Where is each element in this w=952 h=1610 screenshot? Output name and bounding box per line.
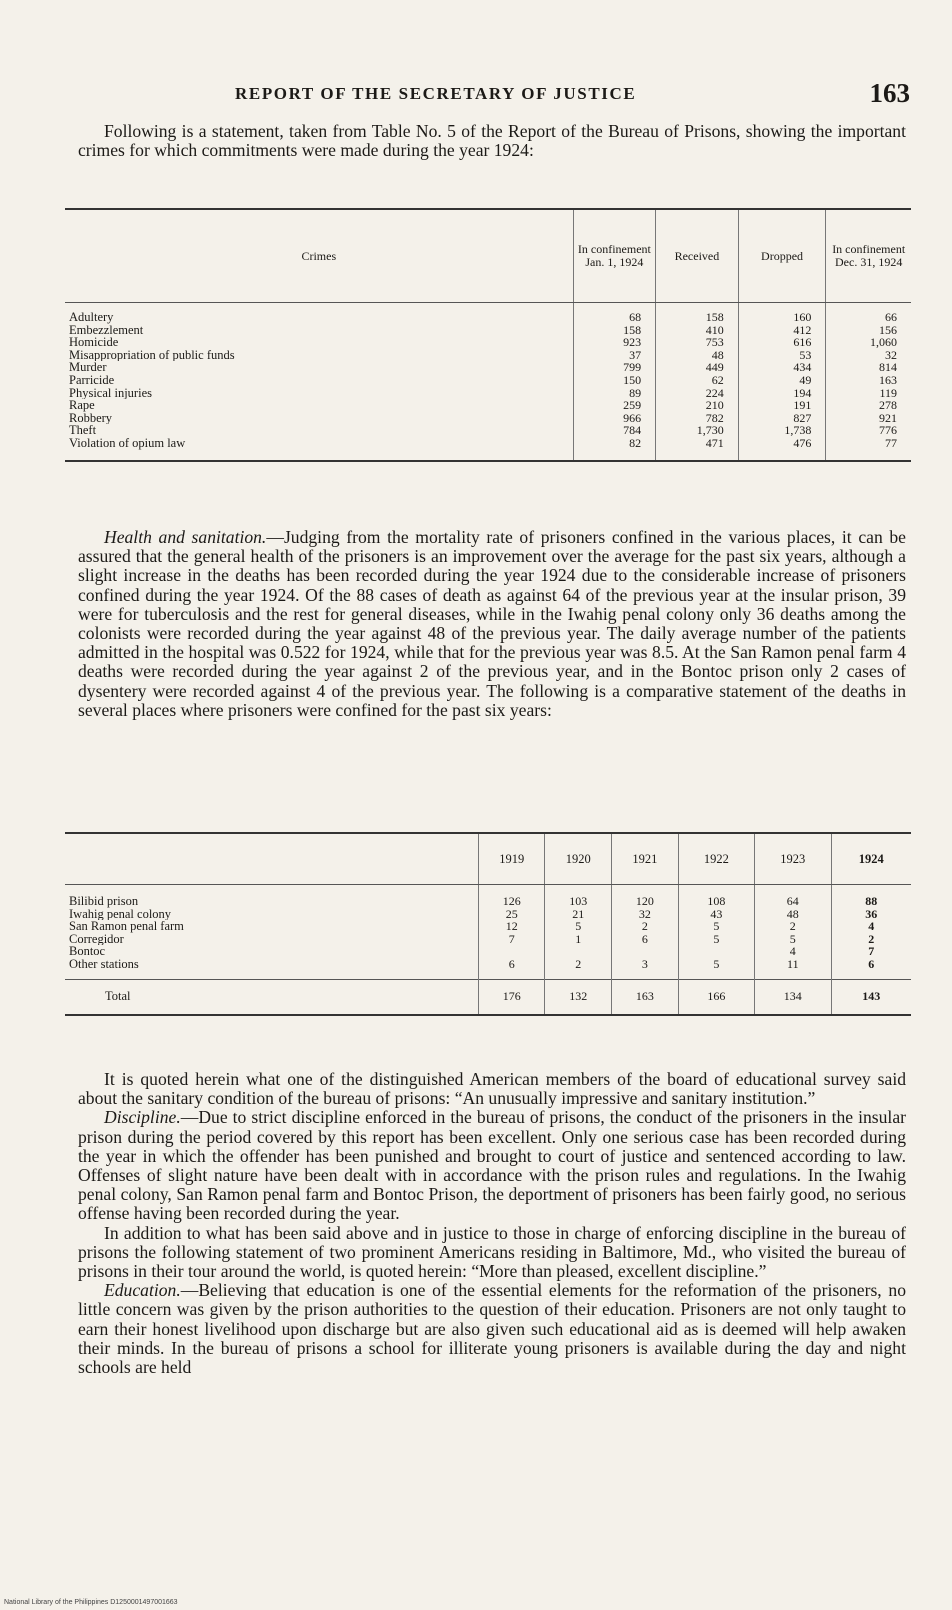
dropped-count: 191 <box>738 399 826 412</box>
col-header-dec: In confinement Dec. 31, 1924 <box>826 209 911 303</box>
received-count: 471 <box>656 437 739 461</box>
received-count: 753 <box>656 336 739 349</box>
deaths-value: 5 <box>678 958 754 979</box>
crimes-table-body <box>65 303 911 461</box>
received-count: 782 <box>656 412 739 425</box>
jan-count: 799 <box>573 361 656 374</box>
education-body: —Believing that education is one of the essential elements for the reformation of the prisoners, no little concern was given by the prison authorities to the question of their education. Prisoners are not only taught to earn their honest livelihood upon discharge but are also given such educational aid as is deemed will help awaken their minds. In the bureau of prisons a school for illiterate young prisoners is available during the day and night schools are held <box>78 1280 906 1378</box>
crime-row <box>65 437 911 461</box>
deaths-value: 6 <box>612 933 679 946</box>
americans-quote-paragraph: In addition to what has been said above and in justice to those in charge of enforcing discipline in the bureau of prisons the following statement of two prominent Americans residing in Baltimore, Md., who visited the bureau of prisons in their tour around the world, is quoted herein: “More than pleased, excellent discipline.” <box>78 1222 906 1282</box>
health-lead: Health and sanitation. <box>104 527 267 547</box>
crime-name: Robbery <box>69 411 113 425</box>
deaths-value: 48 <box>755 908 831 921</box>
dec-count: 156 <box>826 324 911 337</box>
crime-name: Physical injuries <box>69 386 152 400</box>
crime-name: Misappropriation of public funds <box>69 348 235 362</box>
received-count: 62 <box>656 374 739 387</box>
intro-paragraph <box>78 122 906 160</box>
deaths-value: 4 <box>831 920 911 933</box>
total-value: 143 <box>831 979 911 1015</box>
deaths-value: 103 <box>545 885 612 908</box>
deaths-value: 12 <box>478 920 545 933</box>
col-header-crimes: Crimes <box>65 209 573 303</box>
deaths-value: 1 <box>545 933 612 946</box>
place-name: Other stations <box>69 957 139 971</box>
dropped-count: 476 <box>738 437 826 461</box>
jan-count: 259 <box>573 399 656 412</box>
dropped-count: 412 <box>738 324 826 337</box>
deaths-table-grid <box>65 832 911 1016</box>
deaths-value: 36 <box>831 908 911 921</box>
page-number: 163 <box>869 78 910 108</box>
received-count: 449 <box>656 361 739 374</box>
deaths-value: 6 <box>478 958 545 979</box>
running-header <box>60 78 920 112</box>
dropped-count: 1,738 <box>738 424 826 437</box>
dec-count: 814 <box>826 361 911 374</box>
discipline-paragraph <box>78 1108 906 1223</box>
deaths-value: 5 <box>678 933 754 946</box>
place-name: Iwahig penal colony <box>69 907 172 921</box>
total-label: Total <box>65 979 478 1015</box>
received-count: 48 <box>656 349 739 362</box>
crime-name: Theft <box>69 424 97 437</box>
jan-count: 784 <box>573 424 656 437</box>
crimes-table <box>65 208 911 462</box>
deaths-row <box>65 945 911 958</box>
total-value: 134 <box>755 979 831 1015</box>
received-count: 158 <box>656 303 739 324</box>
dropped-count: 194 <box>738 387 826 400</box>
deaths-value: 7 <box>478 933 545 946</box>
crime-name: Parricide <box>69 373 115 387</box>
dropped-count: 616 <box>738 336 826 349</box>
col-header-1921: 1921 <box>612 833 679 885</box>
deaths-value: 25 <box>478 908 545 921</box>
deaths-row <box>65 885 911 908</box>
received-count: 224 <box>656 387 739 400</box>
deaths-value: 7 <box>831 945 911 958</box>
col-header-dropped: Dropped <box>738 209 826 303</box>
dropped-count: 53 <box>738 349 826 362</box>
jan-count: 68 <box>573 303 656 324</box>
total-value: 163 <box>612 979 679 1015</box>
jan-count: 158 <box>573 324 656 337</box>
deaths-value: 2 <box>755 920 831 933</box>
dropped-count: 49 <box>738 374 826 387</box>
deaths-row <box>65 920 911 933</box>
crime-name: Murder <box>69 361 107 374</box>
deaths-row <box>65 908 911 921</box>
col-header-received: Received <box>656 209 739 303</box>
deaths-row <box>65 933 911 946</box>
deaths-value: 108 <box>678 885 754 908</box>
discipline-lead: Discipline. <box>104 1107 181 1128</box>
total-value: 166 <box>678 979 754 1015</box>
dec-count: 66 <box>826 303 911 324</box>
deaths-value: 5 <box>678 920 754 933</box>
place-name: Bilibid prison <box>69 894 139 908</box>
dec-count: 1,060 <box>826 336 911 349</box>
jan-count: 89 <box>573 387 656 400</box>
deaths-table <box>65 832 911 1016</box>
deaths-value: 120 <box>612 885 679 908</box>
dropped-count: 160 <box>738 303 826 324</box>
received-count: 210 <box>656 399 739 412</box>
dec-count: 776 <box>826 424 911 437</box>
dropped-count: 434 <box>738 361 826 374</box>
crime-name: Rape <box>69 399 95 412</box>
deaths-value: 11 <box>755 958 831 979</box>
crime-name: Adultery <box>69 310 114 324</box>
dec-count: 163 <box>826 374 911 387</box>
col-header-1923: 1923 <box>755 833 831 885</box>
received-count: 1,730 <box>656 424 739 437</box>
crime-row <box>65 361 911 374</box>
dec-count: 278 <box>826 399 911 412</box>
education-paragraph <box>78 1281 906 1377</box>
jan-count: 82 <box>573 437 656 461</box>
col-header-place <box>65 833 478 885</box>
crime-row <box>65 349 911 362</box>
dec-count: 921 <box>826 412 911 425</box>
received-count: 410 <box>656 324 739 337</box>
dec-count: 77 <box>826 437 911 461</box>
deaths-value: 88 <box>831 885 911 908</box>
health-body: —Judging from the mortality rate of prisoners confined in the various places, it can be assured that the general health of the prisoners is an improvement over the average for the past six years, although a slight increase in the deaths has been recorded during the year 1924 due to the considerable increase of prisoners confined during the year 1924. Of the 88 cases of death as against 64 of the previous year at the insular prison, 39 were for tuberculosis and the rest for general diseases, while in the Iwahig penal colony only 36 deaths among the colonists were recorded during the year against 48 of the previous year. The daily average number of the patients admitted in the hospital was 0.522 for 1924, while that for the previous year was 8.5. At the San Ramon penal farm 4 deaths were recorded during the year against 2 of the previous year, and in the Bontoc prison only 2 cases of dysentery were recorded against 4 of the previous year. The following is a comparative statement of the deaths in several places where prisoners were confined for the past six years: <box>78 527 906 720</box>
dropped-count: 827 <box>738 412 826 425</box>
discipline-body: —Due to strict discipline enforced in the bureau of prisons, the conduct of the prisoners in the insular prison during the period covered by this report has been excellent. Only one serious case has been recorded during the year in which the offender has been punished and brought to court of justice and sentenced according to law. Offenses of slight nature have been dealt with in accordance with the prison rules and regulations. In the Iwahig penal colony, San Ramon penal farm and Bontoc Prison, the deportment of prisoners has been fairly good, no serious offense having been recorded during the year. <box>78 1107 906 1224</box>
crime-row <box>65 303 911 324</box>
deaths-value: 5 <box>755 933 831 946</box>
col-header-jan: In confinement Jan. 1, 1924 <box>573 209 656 303</box>
deaths-value: 5 <box>545 920 612 933</box>
place-name: Bontoc <box>69 945 106 958</box>
crime-row <box>65 336 911 349</box>
total-value: 176 <box>478 979 545 1015</box>
total-value: 132 <box>545 979 612 1015</box>
deaths-value: 32 <box>612 908 679 921</box>
col-header-1924: 1924 <box>831 833 911 885</box>
col-header-1919: 1919 <box>478 833 545 885</box>
crime-name: Violation of opium law <box>69 436 186 450</box>
health-paragraph <box>78 528 906 720</box>
deaths-value: 6 <box>831 958 911 979</box>
dec-count: 119 <box>826 387 911 400</box>
header-title: REPORT OF THE SECRETARY OF JUSTICE <box>235 84 637 103</box>
dec-count: 32 <box>826 349 911 362</box>
crime-row <box>65 374 911 387</box>
crime-row <box>65 324 911 337</box>
deaths-value: 64 <box>755 885 831 908</box>
deaths-value: 43 <box>678 908 754 921</box>
deaths-value: 126 <box>478 885 545 908</box>
crime-row <box>65 387 911 400</box>
library-footer: National Library of the Philippines D1250001497001663 <box>4 1599 178 1606</box>
crime-name: Homicide <box>69 336 119 349</box>
crimes-table-grid <box>65 208 911 462</box>
deaths-value: 4 <box>755 945 831 958</box>
education-lead: Education. <box>104 1280 181 1301</box>
deaths-value: 2 <box>831 933 911 946</box>
crime-row <box>65 424 911 437</box>
deaths-row <box>65 958 911 979</box>
sanitary-quote-paragraph: It is quoted herein what one of the distinguished American members of the board of educational survey said about the sanitary condition of the bureau of prisons: “An unusually impressive and sanitary institution.” <box>78 1069 906 1109</box>
jan-count: 966 <box>573 412 656 425</box>
deaths-value: 2 <box>612 920 679 933</box>
jan-count: 150 <box>573 374 656 387</box>
health-text <box>78 528 906 720</box>
col-header-1920: 1920 <box>545 833 612 885</box>
deaths-value: 2 <box>545 958 612 979</box>
deaths-table-body <box>65 885 911 1015</box>
intro-text: Following is a statement, taken from Table No. 5 of the Report of the Bureau of Prisons, showing the important crimes for which commitments were made during the year 1924: <box>78 121 906 161</box>
jan-count: 923 <box>573 336 656 349</box>
total-row <box>65 979 911 1015</box>
deaths-value: 3 <box>612 958 679 979</box>
crime-name: Embezzlement <box>69 323 144 337</box>
crime-row <box>65 399 911 412</box>
closing-paragraphs <box>78 1070 906 1377</box>
place-name: San Ramon penal farm <box>69 920 184 933</box>
deaths-value: 21 <box>545 908 612 921</box>
jan-count: 37 <box>573 349 656 362</box>
place-name: Corregidor <box>69 932 124 946</box>
col-header-1922: 1922 <box>678 833 754 885</box>
